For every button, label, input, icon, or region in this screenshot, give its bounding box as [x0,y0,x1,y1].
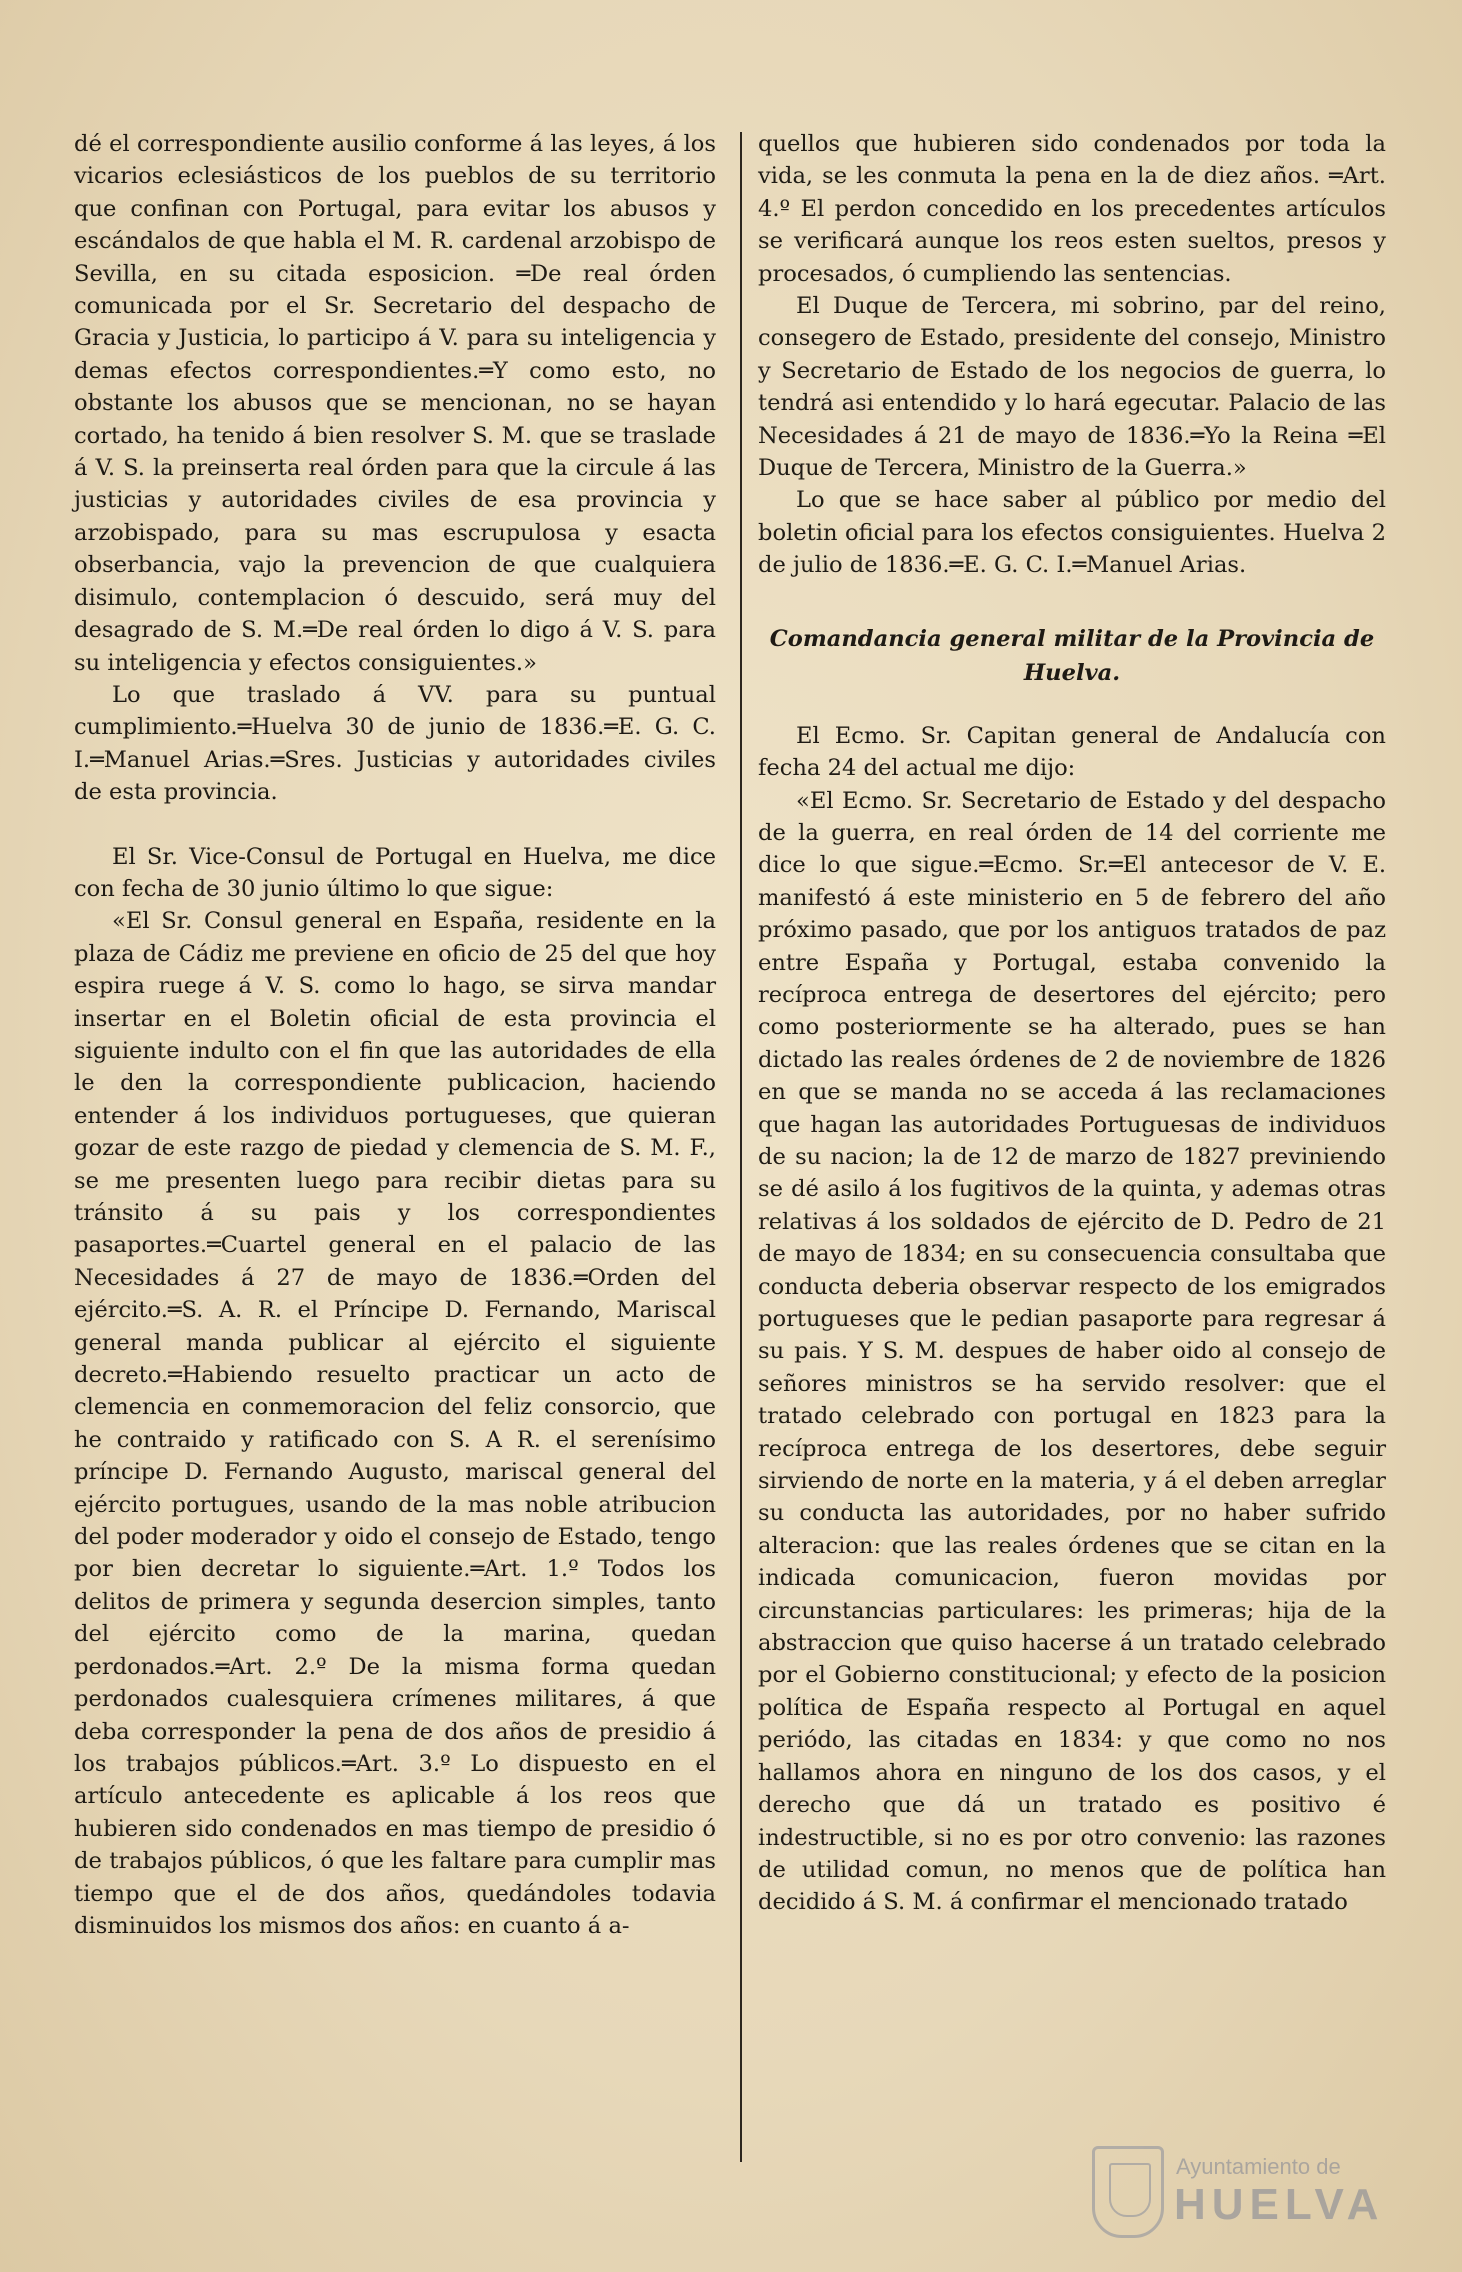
paragraph: quellos que hubieren sido condenados por toda la vida, se les conmuta la pena en la de diez años. ═Art. 4.º El perdon concedido en los precedentes artículos se verificará aunque los reos esten sueltos, presos y procesados, ó cumpliendo las sentencias. [758,131,1386,287]
paragraph: El Ecmo. Sr. Capitan general de Andalucía con fecha 24 del actual me dijo: [758,722,1386,782]
paragraph: dé el correspondiente ausilio conforme á las leyes, á los vicarios eclesiásticos de los pueblos de su territorio que confinan con Portugal, para evitar los abusos y escándalos de que habla el M. R. cardenal arzobispo de Sevilla, en su citada esposicion. ═De real órden comunicada por el Sr. Secretario del despacho de Gracia y Justicia, lo participo á V. para su inteligencia y demas efectos correspondientes.═Y como esto, no obstante los abusos que se mencionan, no se hayan cortado, ha tenido á bien resolver S. M. que se traslade á V. S. la preinserta real órden para que la circule á las justicias y autoridades civiles de esa provincia y arzobispado, para su mas escrupulosa y esacta obserbancia, vajo la prevencion de que cualquiera disimulo, contemplacion ó descuido, será muy del desagrado de S. M.═De real órden lo digo á V. S. para su inteligencia y efectos consiguientes.» [74,131,716,676]
right-column [758,128,1386,1919]
watermark-line-2: HUELVA [1174,2180,1385,2229]
left-column [74,128,716,1942]
paragraph: El Duque de Tercera, mi sobrino, par del reino, consegero de Estado, presidente del consejo, Ministro y Secretario de Estado de los negocios de guerra, lo tendrá asi entendido y lo hará egecutar. Palacio de las Necesidades á 21 de mayo de 1836.═Yo la Reina ═El Duque de Tercera, Ministro de la Guerra.» [758,293,1386,482]
paragraph: «El Sr. Consul general en España, residente en la plaza de Cádiz me previene en oficio de 25 del que hoy espira ruege á V. S. como lo hago, se sirva mandar insertar en el Boletin oficial de esta provincia el siguiente indulto con el fin que las autoridades de ella le den la correspondiente publicacion, haciendo entender á los individuos portugueses, que quieran gozar de este razgo de piedad y clemencia de S. M. F., se me presenten luego para recibir dietas para su tránsito á su pais y los correspondientes pasaportes.═Cuartel general en el palacio de las Necesidades á 27 de mayo de 1836.═Orden del ejército.═S. A. R. el Príncipe D. Fernando, Mariscal general manda publicar al ejército el siguiente decreto.═Habiendo resuelto practicar un acto de clemencia en conmemoracion del feliz consorcio, que he contraido y ratificado con S. A R. el serenísimo príncipe D. Fernando Augusto, mariscal general del ejército portugues, usando de la mas noble atribucion del poder moderador y oido el consejo de Estado, tengo por bien decretar lo siguiente.═Art. 1.º Todos los delitos de primera y segunda desercion simples, tanto del ejército como de la marina, quedan perdonados.═Art. 2.º De la misma forma quedan perdonados cualesquiera crímenes militares, á que deba corresponder la pena de dos años de presidio á los trabajos públicos.═Art. 3.º Lo dispuesto en el artículo antecedente es aplicable á los reos que hubieren sido condenados en mas tiempo de presidio ó de trabajos públicos, ó que les faltare para cumplir mas tiempo que el de dos años, quedándoles todavia disminuidos los mismos dos años: en cuanto á a- [74,908,716,1939]
paragraph: El Sr. Vice-Consul de Portugal en Huelva, me dice con fecha de 30 junio último lo que sigue: [74,843,716,902]
paragraph: Lo que traslado á VV. para su puntual cumplimiento.═Huelva 30 de junio de 1836.═E. G. C. I.═Manuel Arias.═Sres. Justicias y autoridades civiles de esta provincia. [74,681,716,806]
shield-icon [1092,2146,1164,2238]
paragraph: Lo que se hace saber al público por medio del boletin oficial para los efectos consiguientes. Huelva 2 de julio de 1836.═E. G. C. I.═Manuel Arias. [758,487,1386,579]
archive-watermark [1084,2140,1424,2250]
watermark-line-1: Ayuntamiento de [1176,2154,1341,2179]
section-heading: Comandancia general militar de la Provincia de Huelva. [769,625,1375,686]
column-divider [740,132,742,2162]
paragraph: «El Ecmo. Sr. Secretario de Estado y del despacho de la guerra, en real órden de 14 del corriente me dice lo que sigue.═Ecmo. Sr.═El antecesor de V. E. manifestó á este ministerio en 5 de febrero del año próximo pasado, que por los antiguos tratados de paz entre España y Portugal, estaba convenido la recíproca entrega de desertores del ejército; pero como posteriormente se ha alterado, pues se han dictado las reales órdenes de 2 de noviembre de 1826 en que se manda no se acceda á las reclamaciones que hagan las autoridades Portuguesas de individuos de su nacion; la de 12 de marzo de 1827 previniendo se dé asilo á los fugitivos de la quinta, y ademas otras relativas á los soldados de ejército de D. Pedro de 21 de mayo de 1834; en su consecuencia consultaba que conducta deberia observar respecto de los emigrados portugueses que le pedian pasaporte para regresar á su pais. Y S. M. despues de haber oido al consejo de señores ministros se ha servido resolver: que el tratado celebrado con portugal en 1823 para la recíproca entrega de los desertores, debe seguir sirviendo de norte en la materia, y á el deben arreglar su conducta las autoridades, por no haber sufrido alteracion: que las reales órdenes que se citan en la indicada comunicacion, fueron movidas por circunstancias particulares: les primeras; hija de la abstraccion que quiso hacerse á un tratado celebrado por el Gobierno constitucional; y efecto de la posicion política de España respecto al Portugal en aquel periódo, las citadas en 1834: y que como no nos hallamos ahora en ninguno de los dos casos, y el derecho que dá un tratado es positivo é indestructible, si no es por otro convenio: las razones de utilidad comun, no menos que de política han decidido á S. M. á confirmar el mencionado tratado [758,787,1386,1916]
